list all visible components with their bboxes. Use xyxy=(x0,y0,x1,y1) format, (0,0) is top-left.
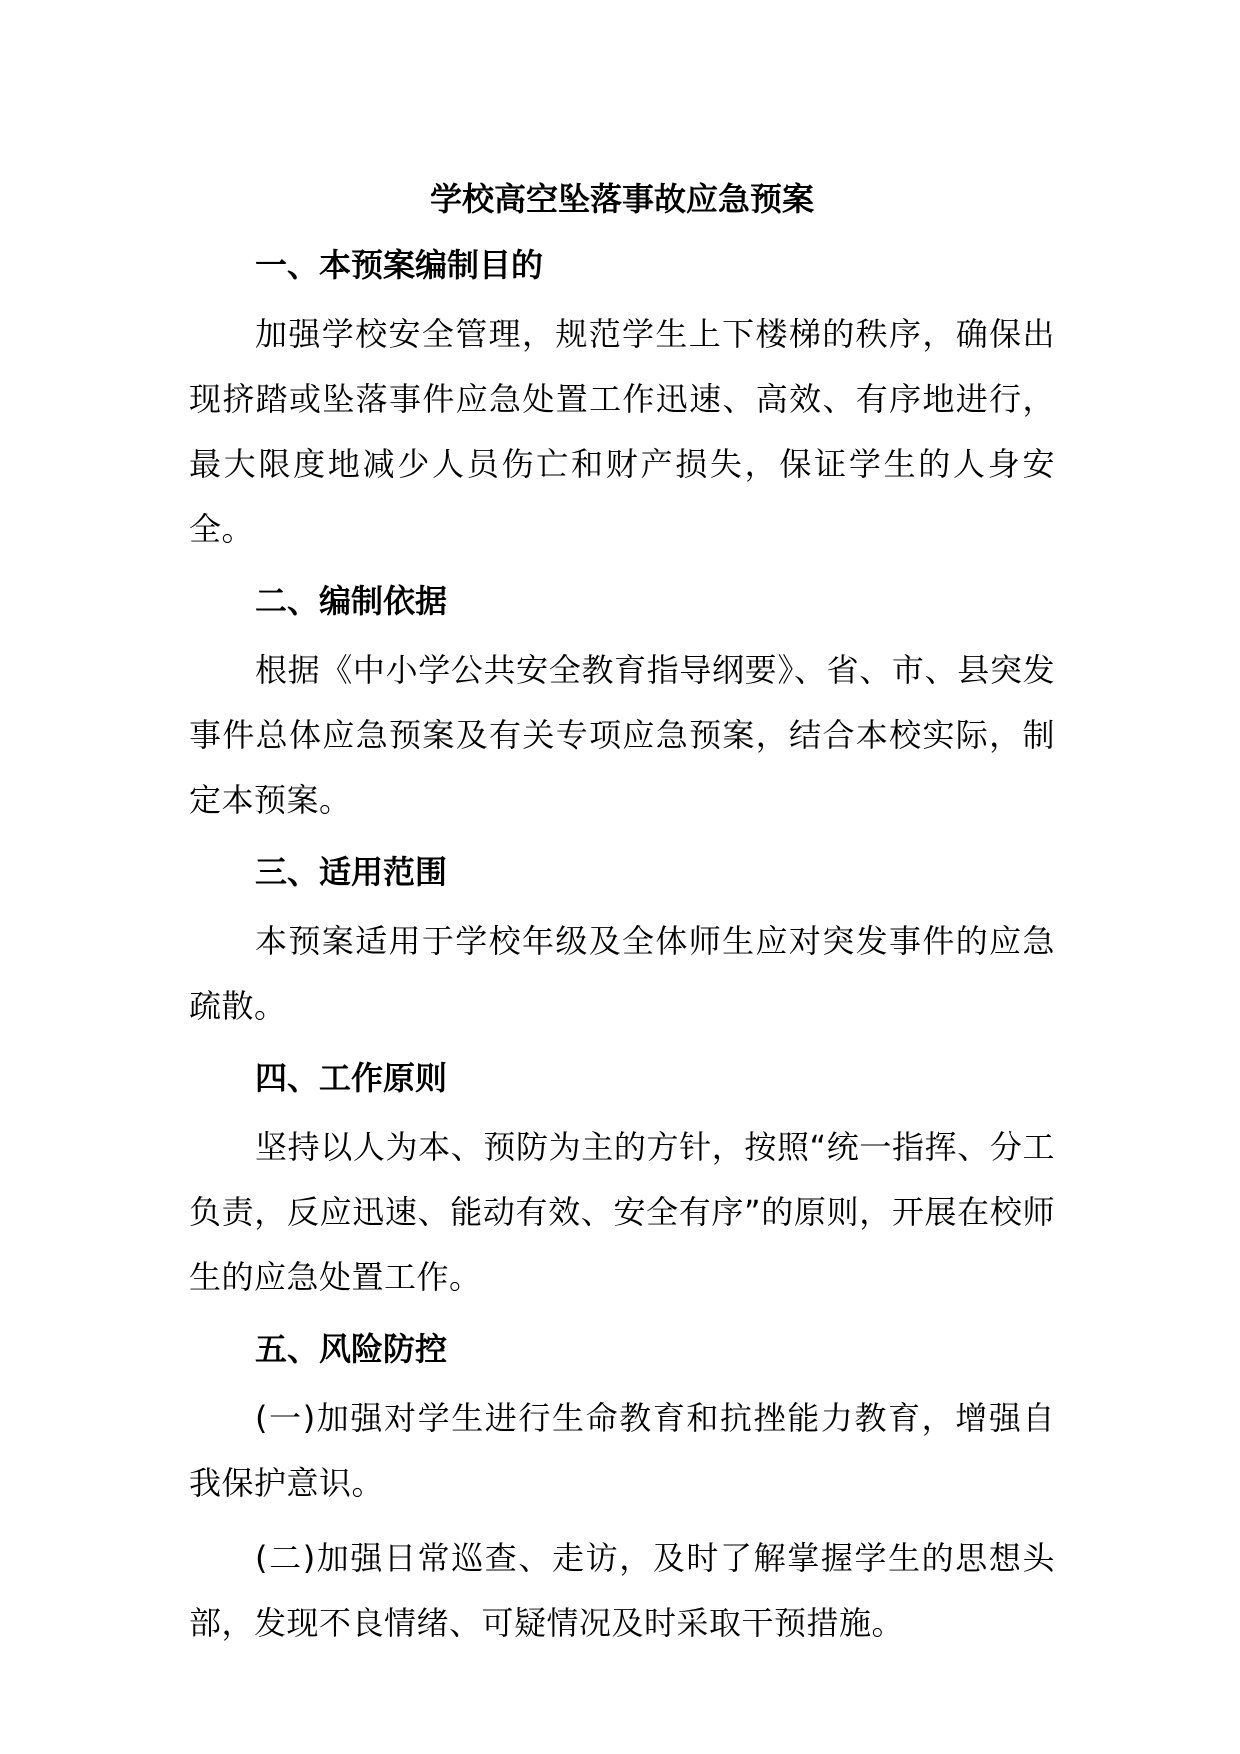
document-page xyxy=(189,172,1055,1656)
section-paragraph: 本预案适用于学校年级及全体师生应对突发事件的应急疏散。 xyxy=(189,922,1055,1025)
section-heading: 三、适用范围 xyxy=(255,853,448,891)
section-paragraph: 根据《中小学公共安全教育指导纲要》、省、市、县突发事件总体应急预案及有关专项应急预案，结合本校实际，制定本预案。 xyxy=(189,651,1055,819)
section-purpose xyxy=(189,238,1055,562)
section-principles xyxy=(189,1051,1055,1310)
section-heading: 五、风险防控 xyxy=(255,1330,448,1368)
section-paragraph: (二)加强日常巡查、走访，及时了解掌握学生的思想头部，发现不良情绪、可疑情况及时采取干预措施。 xyxy=(189,1539,1055,1642)
section-paragraph: 坚持以人为本、预防为主的方针，按照“统一指挥、分工负责，反应迅速、能动有效、安全有序”的原则，开展在校师生的应急处置工作。 xyxy=(189,1128,1055,1296)
section-heading: 二、编制依据 xyxy=(255,582,448,620)
document-title: 学校高空坠落事故应急预案 xyxy=(429,180,814,218)
section-basis xyxy=(189,574,1055,833)
section-heading: 一、本预案编制目的 xyxy=(255,246,544,284)
section-scope xyxy=(189,845,1055,1039)
section-risk-control xyxy=(189,1322,1055,1656)
section-paragraph: (一)加强对学生进行生命教育和抗挫能力教育，增强自我保护意识。 xyxy=(189,1399,1055,1502)
section-paragraph: 加强学校安全管理，规范学生上下楼梯的秩序，确保出现挤踏或坠落事件应急处置工作迅速、高效、有序地进行，最大限度地减少人员伤亡和财产损失，保证学生的人身安全。 xyxy=(189,315,1055,548)
section-heading: 四、工作原则 xyxy=(255,1059,448,1097)
